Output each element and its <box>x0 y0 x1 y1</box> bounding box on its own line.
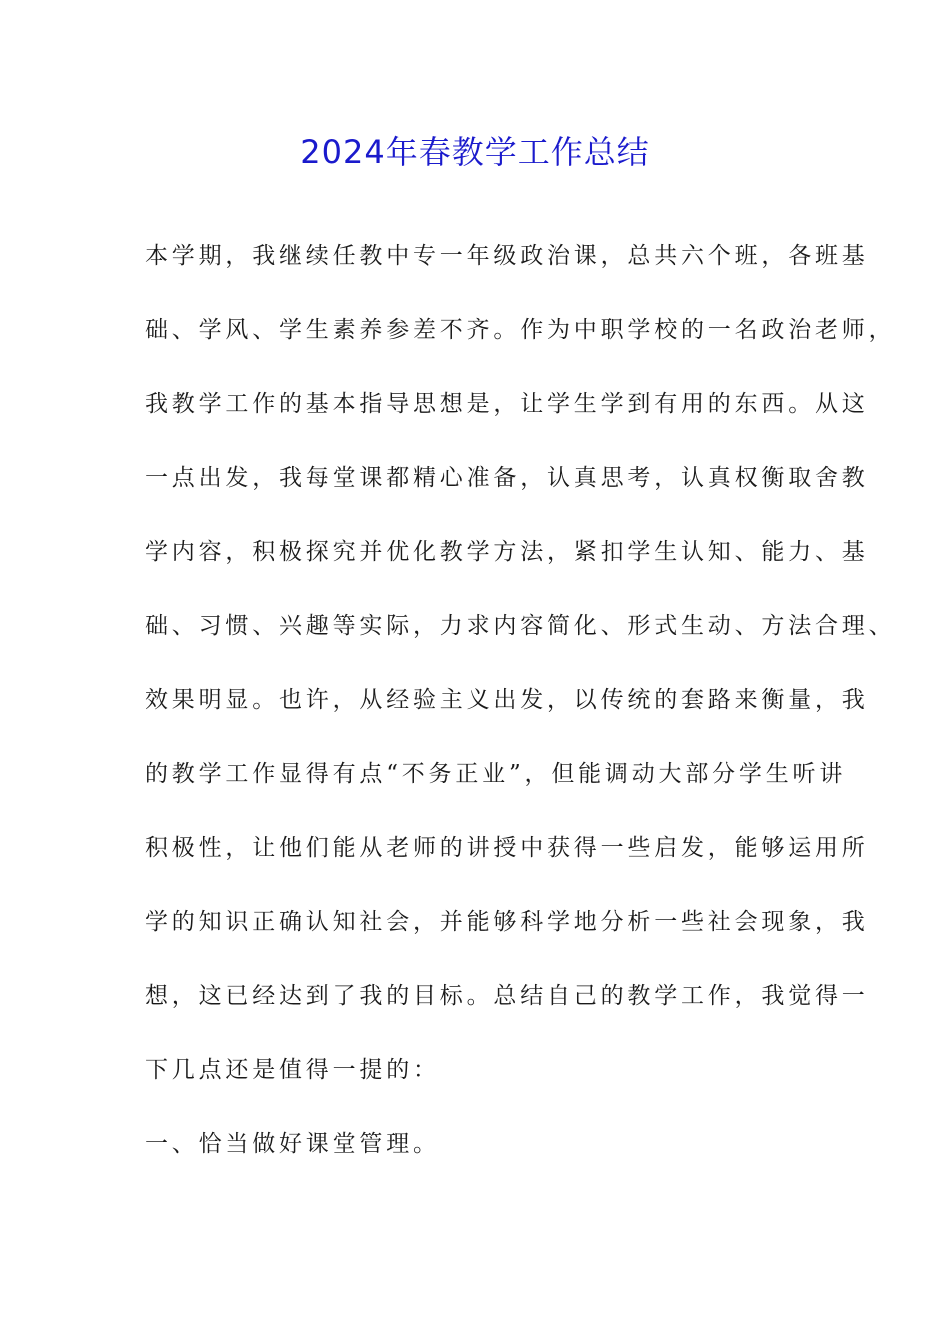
body-line-9: 积极性，让他们能从老师的讲授中获得一些启发，能够运用所 <box>145 835 869 861</box>
body-line-4: 一点出发，我每堂课都精心准备，认真思考，认真权衡取舍教 <box>145 465 869 491</box>
body-line-2: 础、学风、学生素养参差不齐。作为中职学校的一名政治老师， <box>145 317 896 343</box>
body-line-1: 本学期，我继续任教中专一年级政治课，总共六个班，各班基 <box>145 243 869 269</box>
document-body <box>145 234 896 1196</box>
body-line-5: 学内容，积极探究并优化教学方法，紧扣学生认知、能力、基 <box>145 539 869 565</box>
body-line-8: 的教学工作显得有点“不务正业”，但能调动大部分学生听讲 <box>145 761 847 787</box>
section-heading-1: 一、恰当做好课堂管理。 <box>145 1131 440 1157</box>
body-line-12: 下几点还是值得一提的： <box>145 1057 440 1083</box>
body-line-11: 想，这已经达到了我的目标。总结自己的教学工作，我觉得一 <box>145 983 869 1009</box>
body-line-3: 我教学工作的基本指导思想是，让学生学到有用的东西。从这 <box>145 391 869 417</box>
body-line-6: 础、习惯、兴趣等实际，力求内容简化、形式生动、方法合理、 <box>145 613 896 639</box>
document-title: 2024年春教学工作总结 <box>300 133 650 171</box>
body-line-7: 效果明显。也许，从经验主义出发，以传统的套路来衡量，我 <box>145 687 869 713</box>
body-line-10: 学的知识正确认知社会，并能够科学地分析一些社会现象，我 <box>145 909 869 935</box>
